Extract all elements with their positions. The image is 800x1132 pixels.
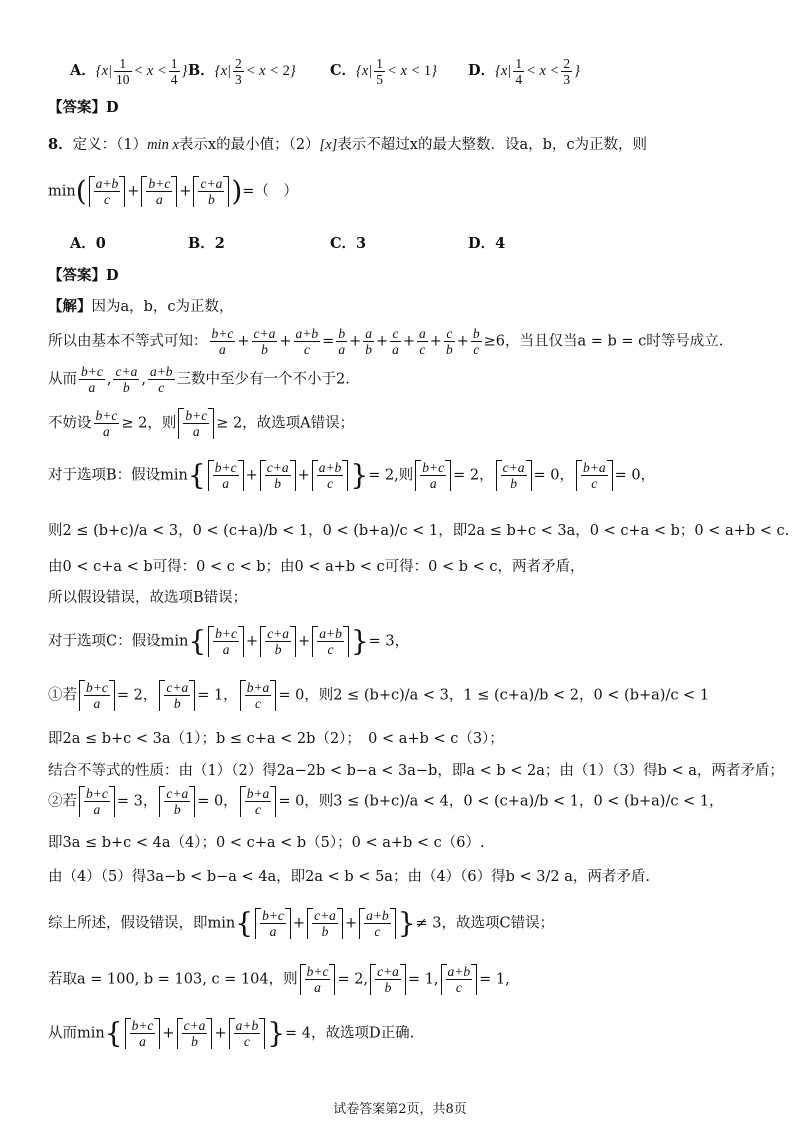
q8-expression: min( $\frac{a+b}{c}$ + $\frac{b+c}{a}$ + $\frac{c+a}{b}$ )=（ ） [48,174,298,208]
solution-line-17: 若取a = 100, b = 103, c = 104，则 $\frac{b+c}{a}$ = 2, $\frac{c+a}{b}$ = 1, $\frac{a+b}{c}$ = 1, [48,964,510,995]
q8-option-d: D．4 [468,235,506,252]
solution-line-18: 从而min{ $\frac{b+c}{a}$ + $\frac{c+a}{b}$ + $\frac{a+b}{c}$ }= 4，故选项D正确. [48,1016,415,1050]
solution-line-2: 所以由基本不等式可知： $\frac{b+c}{a}$ + $\frac{c+a}{b}$ + $\frac{a+b}{c}$ = $\frac{b}{a}$ + $\frac{a}{b}$ + $\frac{c}{a}$ + $\frac{a}{c}$ + $\frac{c}{b}$ + $\frac{b}{c}$ ≥6，当且仅当a = b = c时等号成立. [48,326,724,357]
page-footer: 试卷答案第2页，共8页 [333,1102,467,1117]
solution-line-16: 综上所述，假设错误，即min{ $\frac{b+c}{a}$ + $\frac{c+a}{b}$ + $\frac{a+b}{c}$ }≠ 3，故选项C错误； [48,906,555,940]
q8-option-c: C．3 [330,235,367,252]
solution-line-7: 由0 < c+a < b可得：0 < c < b；由0 < a+b < c可得：0 < b < c，两者矛盾， [48,559,585,575]
q8-stem: 8．定义：（1）min x表示x的最小值；（2）[x]表示不超过x的最大整数．设a，b，c为正数，则 [48,136,648,153]
solution-line-11: 即2a ≤ b+c < 3a（1）；b ≤ c+a < 2b（2）； 0 < a+b < c（3）； [48,731,504,747]
q8-answer: 【答案】D [48,267,119,284]
q7-option-d: D．{x| $\frac{1}{4}$ < x < $\frac{2}{3}$ } [468,56,580,87]
q8-option-a: A．0 [70,235,106,252]
solution-line-12: 结合不等式的性质：由（1）（2）得2a−2b < b−a < 3a−b，即a < b < 2a；由（1）（3）得b < a，两者矛盾； [48,763,784,779]
q7-answer: 【答案】D [48,99,119,116]
q7-option-c: C．{x| $\frac{1}{5}$ < x < 1} [330,56,437,87]
solution-line-4: 不妨设 $\frac{b+c}{a}$ ≥ 2，则 $\frac{b+c}{a}$ ≥ 2，故选项A错误； [48,408,355,439]
solution-line-5: 对于选项B：假设min{ $\frac{b+c}{a}$ + $\frac{c+a}{b}$ + $\frac{a+b}{c}$ }= 2,则 $\frac{b+c}{a}$ = 2， $\frac{c+a}{b}$ = 0， $\frac{b+a}{c}$ = 0， [48,458,656,492]
solution-line-3: 从而 $\frac{b+c}{a}$ , $\frac{c+a}{b}$ , $\frac{a+b}{c}$ 三数中至少有一个不小于2. [48,364,350,395]
solution-line-13: ②若 $\frac{b+c}{a}$ = 3， $\frac{c+a}{b}$ = 0， $\frac{b+a}{c}$ = 0，则3 ≤ (b+c)/a < 4，0 < (c+a)/b < 1，0 < (b+a)/c < 1， [48,786,724,817]
solution-line-6: 则2 ≤ (b+c)/a < 3，0 < (c+a)/b < 1，0 < (b+a)/c < 1，即2a ≤ b+c < 3a，0 < c+a < b；0 < a+b < c. [48,523,790,539]
q7-option-b: B．{x| $\frac{2}{3}$ < x < 2} [188,56,296,87]
solution-line-10: ①若 $\frac{b+c}{a}$ = 2， $\frac{c+a}{b}$ = 1， $\frac{b+a}{c}$ = 0，则2 ≤ (b+c)/a < 3，1 ≤ (c+a)/b < 2，0 < (b+a)/c < 1 [48,680,710,711]
solution-line-14: 即3a ≤ b+c < 4a（4）；0 < c+a < b（5）；0 < a+b < c（6）. [48,835,485,851]
solution-line-8: 所以假设错误，故选项B错误； [48,590,248,606]
solution-line-9: 对于选项C：假设min{ $\frac{b+c}{a}$ + $\frac{c+a}{b}$ + $\frac{a+b}{c}$ }= 3， [48,624,410,658]
q7-option-a: A．{x| $\frac{1}{10}$ < x < $\frac{1}{4}$ } [70,56,188,87]
solution-line-15: 由（4）（5）得3a−b < b−a < 4a，即2a < b < 5a；由（4）（6）得b < 3/2 a，两者矛盾. [48,869,650,885]
solution-line-1: 【解】因为a，b，c为正数， [48,298,234,315]
q8-option-b: B．2 [188,235,225,252]
